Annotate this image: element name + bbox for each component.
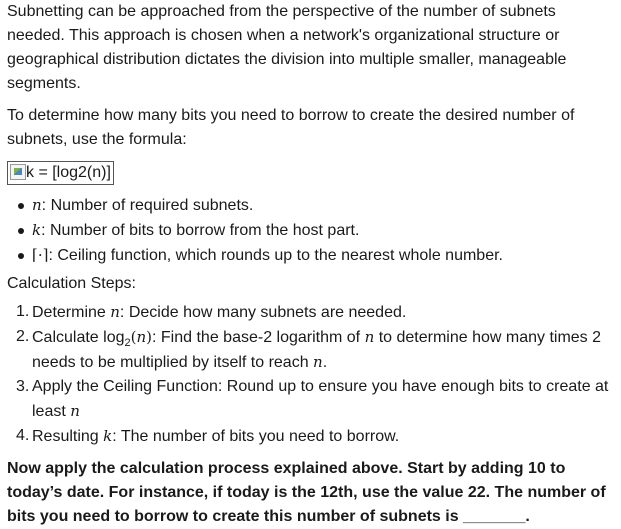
- intro-paragraph: Subnetting can be approached from the perspective of the number of subnets needed. This approach is chosen when a network's organizational structure or geographical distribution dictates the division into multiple smaller, manageable segments.: [7, 3, 567, 92]
- term-symbol: n: [32, 196, 42, 214]
- question-paragraph: Now apply the calculation process explained above. Start by adding 10 to today’s date. For instance, if today is the 12th, use the value 22. The number of bits you need to borrow to create this number of subnets is _______.: [7, 460, 606, 525]
- step-text: Determine: [32, 304, 111, 321]
- step-number: 1.: [16, 303, 30, 320]
- formula-image: [7, 161, 114, 185]
- step-text: to determine how many times 2 needs to be multiplied by itself to reach: [32, 329, 602, 371]
- step-text: : Find the base-2 logarithm of: [152, 329, 365, 346]
- term-text: : Number of required subnets.: [41, 197, 254, 214]
- term-text: : Number of bits to borrow from the host part.: [41, 222, 360, 239]
- step-text: Resulting: [32, 428, 104, 445]
- math-symbol: n: [313, 353, 323, 371]
- list-item: [18, 218, 615, 243]
- bullet-icon: [18, 203, 24, 209]
- formula-alt-text: k = [log2(n)]: [26, 164, 111, 181]
- broken-image-icon: [10, 164, 26, 180]
- bullet-icon: [18, 228, 24, 234]
- step-text: .: [322, 354, 328, 371]
- step-text: : The number of bits you need to borrow.: [112, 428, 400, 445]
- subscript: 2: [124, 337, 131, 350]
- step-text: Apply the Ceiling Function: Round up to ensure you have enough bits to create at least: [32, 378, 609, 420]
- list-item: [16, 375, 615, 424]
- list-item: [16, 325, 615, 375]
- list-item: [18, 193, 615, 218]
- math-symbol: n: [136, 328, 147, 346]
- terms-list: [7, 193, 615, 268]
- paren: ): [146, 328, 153, 346]
- list-item: [16, 300, 615, 325]
- step-text: : Decide how many subnets are needed.: [119, 304, 407, 321]
- bullet-icon: [18, 253, 24, 259]
- formula-intro-paragraph: To determine how many bits you need to borrow to create the desired number of subnets, use the formula:: [7, 107, 575, 148]
- step-number: 2.: [16, 328, 30, 345]
- math-symbol: k: [103, 427, 113, 445]
- term-symbol: ⌈·⌉: [32, 246, 49, 264]
- step-text: Calculate log: [32, 329, 125, 346]
- step-number: 4.: [16, 427, 30, 444]
- term-text: : Ceiling function, which rounds up to the nearest whole number.: [48, 247, 503, 264]
- list-item: [16, 424, 615, 449]
- paren: (: [130, 328, 137, 346]
- math-symbol: n: [364, 328, 375, 346]
- step-number: 3.: [16, 378, 30, 395]
- math-symbol: n: [110, 303, 120, 321]
- list-item: [18, 243, 615, 268]
- math-symbol: n: [70, 402, 80, 420]
- steps-list: [7, 300, 615, 449]
- steps-title: Calculation Steps:: [7, 275, 136, 292]
- term-symbol: k: [32, 221, 42, 239]
